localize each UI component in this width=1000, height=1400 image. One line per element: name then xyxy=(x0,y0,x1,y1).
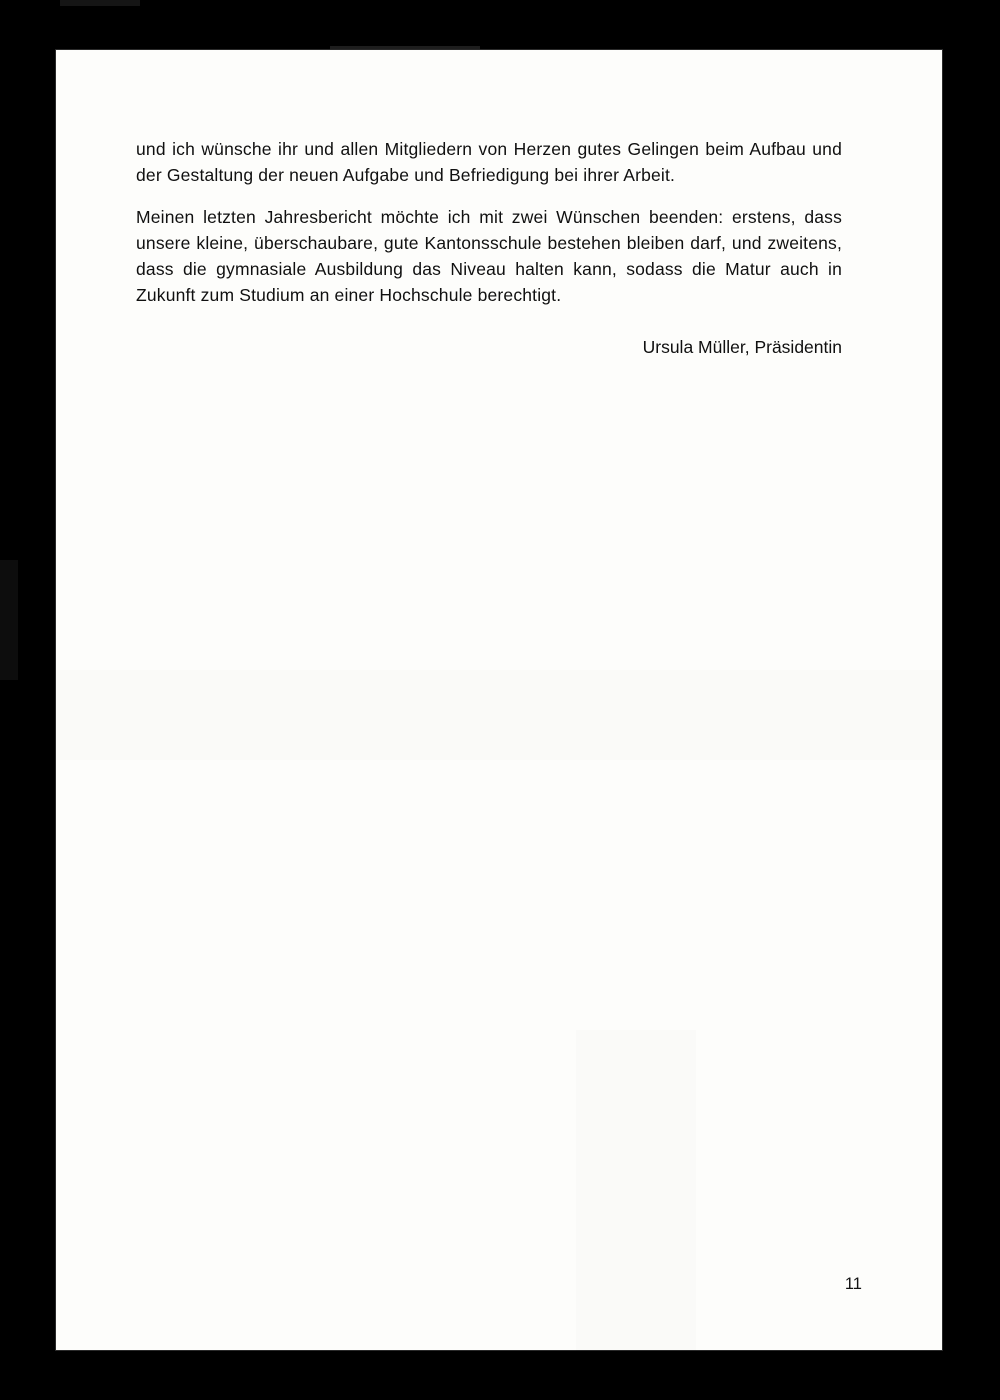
body-text-block xyxy=(136,136,842,360)
document-page xyxy=(56,50,942,1350)
paragraph-first: und ich wünsche ihr und allen Mitgliedern von Herzen gutes Gelingen beim Aufbau und der Gestaltung der neuen Aufgabe und Befriedigung bei ihrer Arbeit. xyxy=(136,139,842,185)
signature-line: Ursula Müller, Präsidentin xyxy=(642,337,842,357)
scan-artifact xyxy=(0,560,18,680)
scan-artifact xyxy=(60,0,140,6)
paragraph-second: Meinen letzten Jahresbericht möchte ich mit zwei Wünschen beenden: erstens, dass unsere kleine, überschaubare, gute Kantonsschule bestehen bleiben darf, und zweitens, dass die gymnasiale Ausbildung das Niveau halten kann, sodass die Matur auch in Zukunft zum Studium an einer Hochschule berechtigt. xyxy=(136,207,842,305)
page-number: 11 xyxy=(844,1275,862,1293)
paper-texture xyxy=(56,670,942,760)
paper-texture xyxy=(576,1030,696,1390)
